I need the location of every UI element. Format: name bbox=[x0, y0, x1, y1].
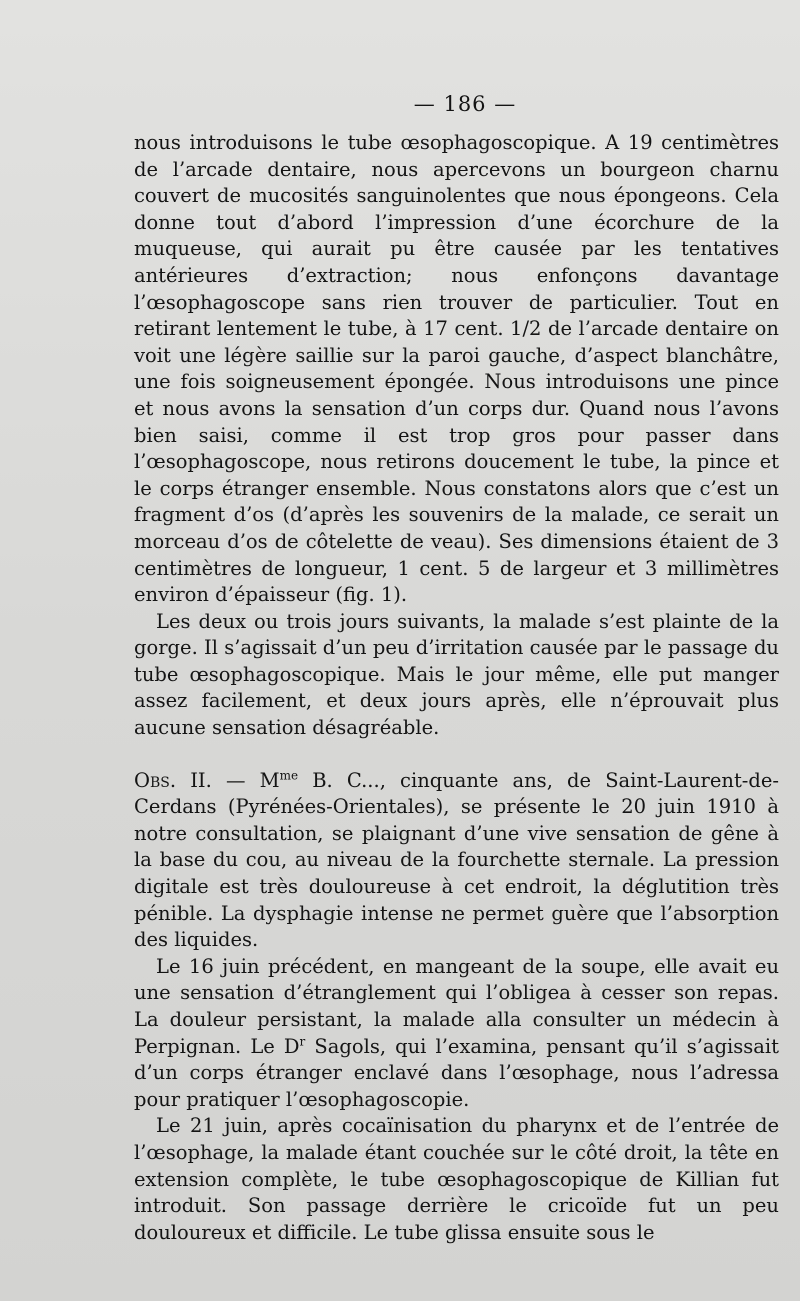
doctor-abbrev-superscript: r bbox=[299, 1034, 306, 1049]
body-text bbox=[134, 130, 779, 1246]
paragraph: Le 21 juin, après cocaïnisation du pharynx et de l’entrée de l’œsophage, la malade étant couchée sur le côté droit, la tête en extension complète, le tube œsophagoscopique de Killian fut introduit. Son passage derrière le cricoïde fut un peu douloureux et difficile. Le tube glissa ensuite sous le bbox=[134, 1114, 779, 1244]
page-number: — 186 — bbox=[413, 92, 517, 116]
observation-label: Obs. II. bbox=[134, 768, 212, 792]
paragraph-text: Le 16 juin précédent, en mangeant de la soupe, elle avait eu une sensation d’étranglement qui l’obligea à cesser son repas. La douleur persistant, la malade alla consulter un médecin à Perpignan. Le D bbox=[134, 954, 779, 1058]
paragraph-continued: nous introduisons le tube œsophagoscopique. A 19 centimètres de l’arcade dentaire, nous apercevons un bourgeon charnu couvert de mucosités sanguinolentes que nous épongeons. Cela donne tout d’abord l’impression d’une écorchure de la muqueuse, qui aurait pu être causée par les tentatives antérieures d’extraction; nous enfonçons davantage l’œsophagoscope sans rien trouver de particulier. Tout en retirant lentement le tube, à 17 cent. 1/2 de l’arcade dentaire on voit une légère saillie sur la paroi gauche, d’aspect blanchâtre, une fois soigneusement épongée. Nous introduisons une pince et nous avons la sensation d’un corps dur. Quand nous l’avons bien saisi, comme il est trop gros pour passer dans l’œsophagoscope, nous retirons doucement le tube, la pince et le corps étranger ensemble. Nous constatons alors que c’est un fragment d’os (d’après les souvenirs de la malade, ce serait un morceau d’os de côtelette de veau). Ses dimensions étaient de 3 centimètres de longueur, 1 cent. 5 de largeur et 3 millimètres environ d’épaisseur (fig. 1). bbox=[134, 131, 779, 607]
patient-title-superscript: me bbox=[279, 768, 299, 783]
paragraph-text: Sagols, qui l’examina, pensant qu’il s’agissait d’un corps étranger enclavé dans l’œsophage, nous l’adressa pour pratiquer l’œsophagoscopie. bbox=[134, 1034, 779, 1111]
paragraph: Les deux ou trois jours suivants, la malade s’est plainte de la gorge. Il s’agissait d’un peu d’irritation causée par le passage du tube œsophagoscopique. Mais le jour même, elle put manger assez facilement, et deux jours après, elle n’éprouvait plus aucune sensation désagréable. bbox=[134, 609, 779, 740]
patient-title: M bbox=[259, 768, 280, 792]
paragraph bbox=[134, 954, 779, 1114]
observation-text: B. C..., cinquante ans, de Saint-Laurent-de-Cerdans (Pyrénées-Orientales), se présente le 20 juin 1910 à notre consultation, se plaignant d’une vive sensation de gêne à la base du cou, au niveau de la fourchette sternale. La pression digitale est très douloureuse à cet endroit, la déglutition très pénible. La dysphagie intense ne permet guère que l’absorption des liquides. bbox=[134, 768, 779, 952]
observation-paragraph bbox=[134, 768, 779, 954]
observation-dash: — bbox=[211, 768, 260, 792]
